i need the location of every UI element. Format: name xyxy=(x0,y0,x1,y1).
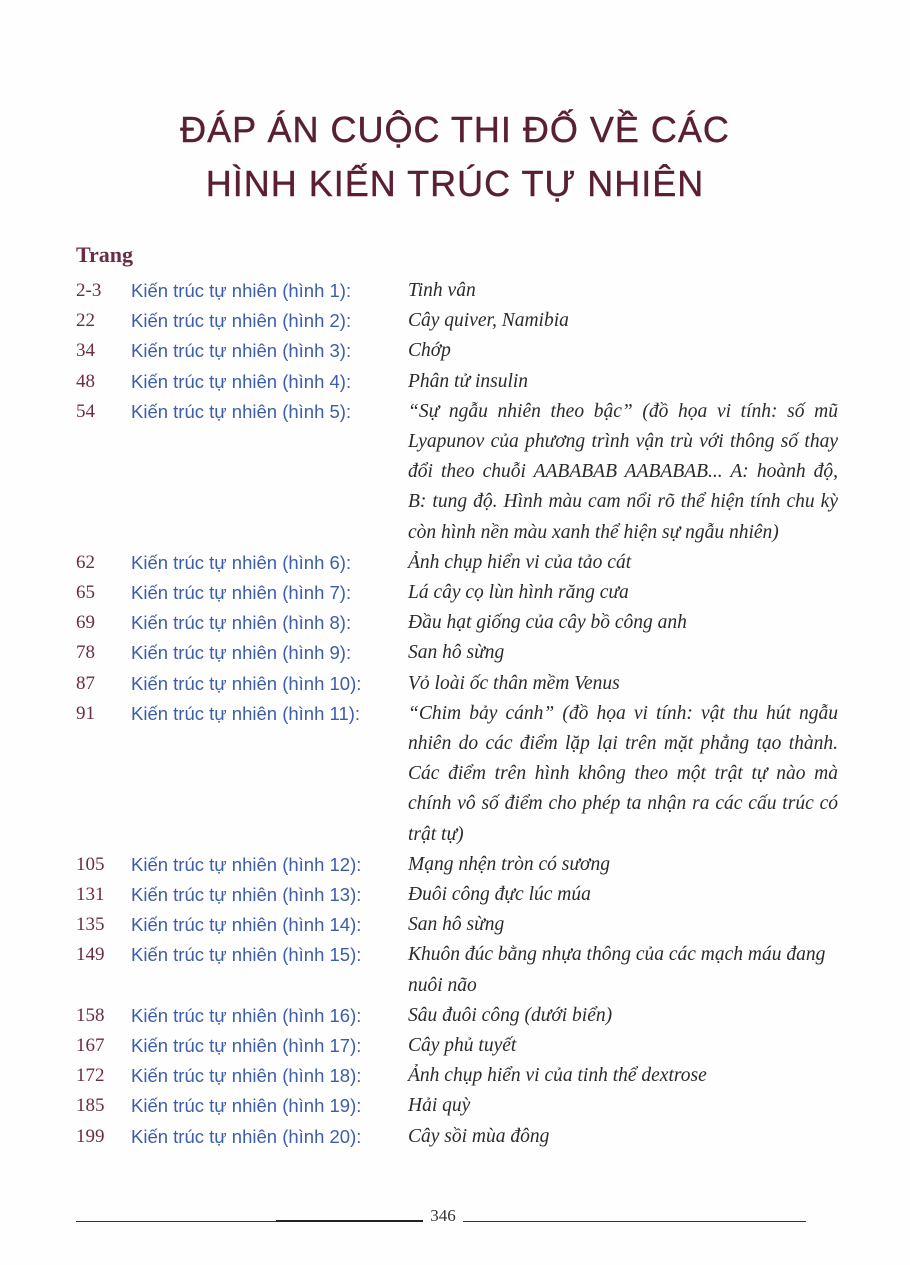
entry-label: Kiến trúc tự nhiên (hình 18): xyxy=(131,1065,362,1087)
footer-rule-right xyxy=(463,1221,806,1222)
entry-description: “Chim bảy cánh” (đồ họa vi tính: vật thu hút ngẫu nhiên do các điểm lặp lại trên mặt phẳng tạo thành. Các điểm trên hình không theo một trật tự nào mà chính vô số điểm cho phép ta nhận ra các cấu trúc có trật tự) xyxy=(408,702,838,845)
entry-label: Kiến trúc tự nhiên (hình 3): xyxy=(131,340,352,362)
list-item xyxy=(0,276,910,306)
list-item xyxy=(0,367,910,397)
entry-page-number: 167 xyxy=(76,1035,105,1057)
entry-label: Kiến trúc tự nhiên (hình 11): xyxy=(131,702,361,724)
entry-description: Vỏ loài ốc thân mềm Venus xyxy=(408,672,620,694)
list-item xyxy=(0,638,910,668)
column-header-trang: Trang xyxy=(76,242,134,267)
list-item xyxy=(0,1031,910,1061)
entry-label: Kiến trúc tự nhiên (hình 19): xyxy=(131,1095,362,1117)
entry-description: San hô sừng xyxy=(408,914,505,936)
entry-label: Kiến trúc tự nhiên (hình 4): xyxy=(131,370,352,392)
page-number: 346 xyxy=(430,1206,456,1225)
entry-description: Ảnh chụp hiển vi của tảo cát xyxy=(408,551,632,573)
entry-label: Kiến trúc tự nhiên (hình 14): xyxy=(131,914,362,936)
entry-label: Kiến trúc tự nhiên (hình 20): xyxy=(131,1125,362,1147)
entry-page-number: 65 xyxy=(76,582,95,604)
page-footer xyxy=(76,1205,806,1229)
list-item xyxy=(0,608,910,638)
entry-label: Kiến trúc tự nhiên (hình 5): xyxy=(131,400,352,422)
entry-page-number: 69 xyxy=(76,612,95,634)
list-item xyxy=(0,699,910,850)
entry-page-number: 199 xyxy=(76,1125,105,1147)
entry-page-number: 158 xyxy=(76,1004,105,1026)
entry-page-number: 135 xyxy=(76,914,105,936)
entry-page-number: 105 xyxy=(76,853,105,875)
entry-description: Cây quiver, Namibia xyxy=(408,310,569,332)
entry-page-number: 48 xyxy=(76,370,95,392)
list-item xyxy=(0,850,910,880)
list-item xyxy=(0,910,910,940)
list-item xyxy=(0,397,910,548)
entry-label: Kiến trúc tự nhiên (hình 1): xyxy=(131,280,352,301)
entry-label: Kiến trúc tự nhiên (hình 7): xyxy=(131,582,352,604)
entry-description: Ảnh chụp hiển vi của tinh thể dextrose xyxy=(408,1065,707,1087)
list-item xyxy=(0,1091,910,1121)
list-item xyxy=(0,1061,910,1091)
entry-page-number: 22 xyxy=(76,310,95,332)
entry-page-number: 149 xyxy=(76,944,105,966)
entry-label: Kiến trúc tự nhiên (hình 10): xyxy=(131,672,362,694)
entry-label: Kiến trúc tự nhiên (hình 17): xyxy=(131,1035,362,1057)
entry-page-number: 172 xyxy=(76,1065,105,1087)
entry-label: Kiến trúc tự nhiên (hình 16): xyxy=(131,1004,362,1026)
footer-rule-accent xyxy=(276,1220,423,1222)
entry-label: Kiến trúc tự nhiên (hình 15): xyxy=(131,944,362,966)
entry-description: “Sự ngẫu nhiên theo bậc” (đồ họa vi tính: số mũ Lyapunov của phương trình vận trù với thông số thay đổi theo chuỗi AABABAB AABABAB... A: hoành độ, B: tung độ. Hình màu cam nổi rõ thể hiện tính chu kỳ còn hình nền màu xanh thể hiện sự ngẫu nhiên) xyxy=(408,400,838,543)
title-line-1: ĐÁP ÁN CUỘC THI ĐỐ VỀ CÁC xyxy=(180,109,730,150)
entry-description: Đầu hạt giống của cây bồ công anh xyxy=(408,612,687,634)
entry-description: Cây phủ tuyết xyxy=(408,1035,517,1057)
entry-page-number: 185 xyxy=(76,1095,105,1117)
entry-label: Kiến trúc tự nhiên (hình 9): xyxy=(131,642,352,664)
list-item xyxy=(0,548,910,578)
list-item xyxy=(0,306,910,336)
entry-label: Kiến trúc tự nhiên (hình 6): xyxy=(131,551,352,573)
entry-description: Phân tử insulin xyxy=(408,370,529,392)
entry-description: Cây sồi mùa đông xyxy=(408,1125,550,1147)
entry-description: Khuôn đúc bằng nhựa thông của các mạch máu đang nuôi não xyxy=(408,944,826,996)
answer-list xyxy=(0,276,910,1152)
title-line-2: HÌNH KIẾN TRÚC TỰ NHIÊN xyxy=(205,163,705,204)
entry-description: Chớp xyxy=(408,340,451,362)
entry-label: Kiến trúc tự nhiên (hình 8): xyxy=(131,612,352,634)
list-item xyxy=(0,578,910,608)
entry-page-number: 2-3 xyxy=(76,280,102,301)
entry-page-number: 62 xyxy=(76,551,95,573)
list-item xyxy=(0,880,910,910)
entry-description: Mạng nhện tròn có sương xyxy=(408,853,610,875)
list-item xyxy=(0,1001,910,1031)
page-title xyxy=(0,103,910,211)
entry-label: Kiến trúc tự nhiên (hình 12): xyxy=(131,853,362,875)
list-item xyxy=(0,669,910,699)
entry-description: Tinh vân xyxy=(408,280,476,301)
entry-description: Lá cây cọ lùn hình răng cưa xyxy=(408,582,629,604)
entry-page-number: 91 xyxy=(76,702,95,724)
entry-page-number: 131 xyxy=(76,884,105,906)
list-item xyxy=(0,1122,910,1152)
entry-label: Kiến trúc tự nhiên (hình 2): xyxy=(131,310,352,332)
list-item xyxy=(0,940,910,1000)
entry-page-number: 54 xyxy=(76,400,95,422)
entry-page-number: 87 xyxy=(76,672,95,694)
entry-description: Hải quỳ xyxy=(408,1095,471,1117)
entry-page-number: 34 xyxy=(76,340,95,362)
entry-description: San hô sừng xyxy=(408,642,505,664)
entry-label: Kiến trúc tự nhiên (hình 13): xyxy=(131,884,362,906)
entry-description: Sâu đuôi công (dưới biển) xyxy=(408,1004,613,1026)
entry-description: Đuôi công đực lúc múa xyxy=(408,884,591,906)
entry-page-number: 78 xyxy=(76,642,95,664)
list-item xyxy=(0,336,910,366)
